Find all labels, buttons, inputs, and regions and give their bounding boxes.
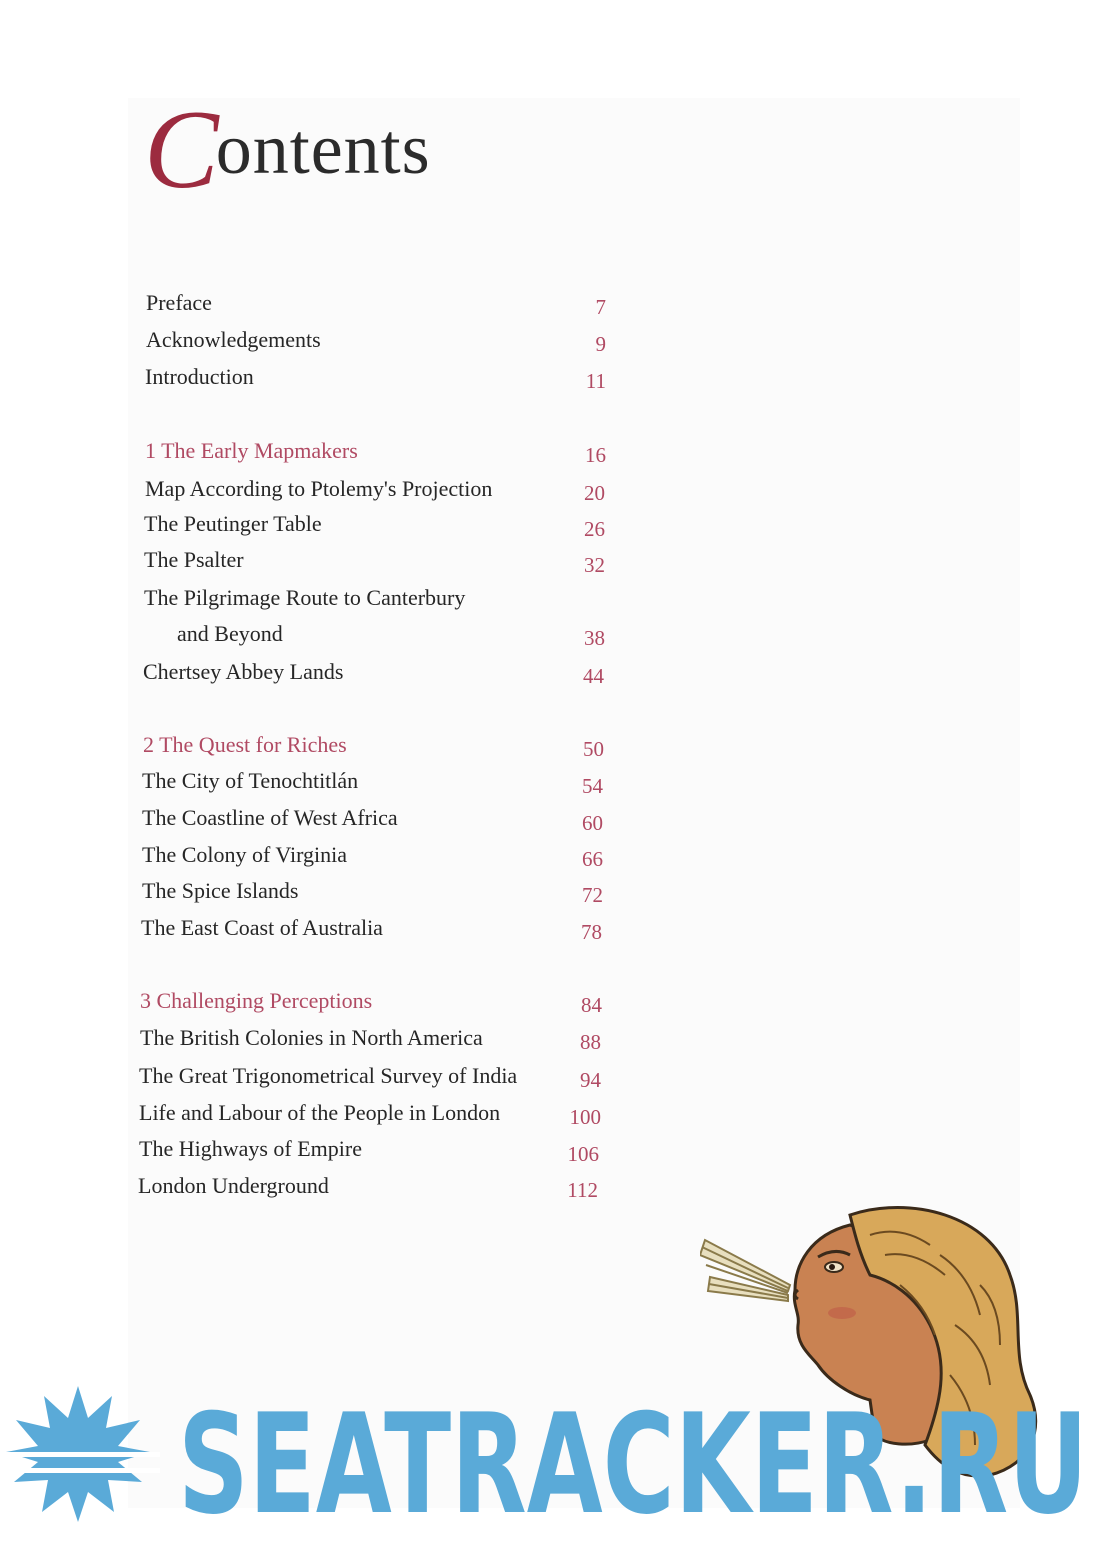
seatracker-watermark [0,1372,1113,1522]
toc-entry[interactable]: The British Colonies in North America [140,1025,483,1050]
toc-entry[interactable]: The Coastline of West Africa [142,805,398,830]
toc-entry[interactable]: The Peutinger Table [144,511,322,536]
chapter-heading-3[interactable]: 3 Challenging Perceptions [140,988,373,1013]
toc-entry[interactable]: The City of Tenochtitlán [142,768,359,793]
toc-entry[interactable]: Chertsey Abbey Lands [143,659,344,684]
page-number: 9 [595,332,606,356]
page-number: 20 [584,481,605,505]
toc-entry[interactable]: The Spice Islands [142,878,299,903]
page-number: 112 [567,1178,598,1202]
page-number: 72 [582,883,603,907]
page-number: 54 [582,774,603,798]
toc-entry[interactable]: The Colony of Virginia [142,842,348,867]
page-number: 84 [581,993,602,1017]
toc-entry-introduction[interactable]: Introduction [145,364,254,389]
chapter-heading-1[interactable]: 1 The Early Mapmakers [145,438,358,463]
page-number: 32 [584,553,605,577]
chapter-heading-2[interactable]: 2 The Quest for Riches [143,732,347,757]
title-rest: ontents [215,109,431,189]
toc-entry[interactable]: Map According to Ptolemy's Projection [145,476,493,501]
sun-burst-icon [0,1386,160,1522]
page-number: 60 [582,811,603,835]
toc-entry-continuation[interactable]: and Beyond [177,621,283,646]
page-number: 7 [595,295,606,319]
breath-rays [700,1240,790,1301]
page-number: 106 [567,1142,599,1166]
title-drop-cap: C [144,88,220,212]
page-number: 88 [580,1030,601,1054]
toc-entry-acknowledgements[interactable]: Acknowledgements [146,327,321,352]
toc-entry-preface[interactable]: Preface [146,290,212,315]
page-number: 66 [582,847,603,871]
page-number: 78 [581,920,602,944]
page-number: 50 [583,737,604,761]
page-number: 26 [584,517,605,541]
page-number: 100 [569,1105,601,1129]
toc-entry[interactable]: London Underground [138,1173,329,1198]
page-title [144,88,431,212]
toc-entry[interactable]: The Pilgrimage Route to Canterbury [144,585,466,610]
page-number: 11 [585,369,606,393]
toc-entry[interactable]: The Highways of Empire [139,1136,362,1161]
page-number: 94 [580,1068,601,1092]
toc-entry[interactable]: The Great Trigonometrical Survey of India [139,1063,518,1088]
page-number: 38 [584,626,605,650]
watermark-text: SEATRACKER.RU [178,1384,1088,1522]
page-number: 44 [583,664,604,688]
toc-entry[interactable]: The Psalter [144,547,244,572]
toc-entry[interactable]: Life and Labour of the People in London [139,1100,501,1125]
page-number: 16 [585,443,606,467]
toc-entry[interactable]: The East Coast of Australia [141,915,383,940]
